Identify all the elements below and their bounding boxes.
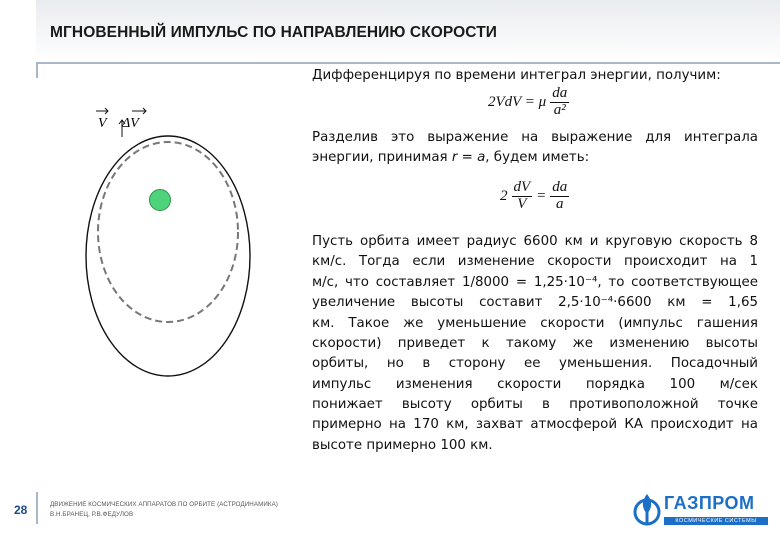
paragraph-2-variable: r = a [451, 150, 486, 166]
formula-energy-derivative [488, 86, 569, 119]
paragraph-3 [312, 232, 758, 456]
formula-1-numerator: da [552, 85, 568, 101]
paragraph-3-line: понижает высоту орбиты в противоположной точке [312, 397, 758, 412]
formula-1-lhs: 2VdV = μ [488, 93, 547, 110]
paragraph-1: Дифференцируя по времени интеграл энергии, получим: [312, 68, 721, 83]
formula-2-num-left: dV [513, 179, 531, 195]
paragraph-2 [312, 128, 758, 169]
formula-2-coef: 2 [500, 187, 508, 204]
gazprom-logo [630, 490, 770, 530]
footer-divider [36, 492, 38, 524]
velocity-label: V [98, 116, 107, 131]
formula-2-fraction-left [512, 180, 533, 213]
page-title: МГНОВЕННЫЙ ИМПУЛЬС ПО НАПРАВЛЕНИЮ СКОРОСТИ [50, 24, 498, 41]
paragraph-3-line: орбиты, но в сторону ее уменьшения. Посадочный [312, 356, 758, 372]
paragraph-3-line: км. Такое же уменьшение скорости (импульс гашения [312, 315, 758, 331]
paragraph-3-line: Пусть орбита имеет радиус 6600 км и круговую скорость 8 [312, 234, 758, 249]
orbit-diagram [78, 100, 260, 400]
planet [150, 190, 171, 211]
delta-velocity-label: ΔV [122, 116, 139, 131]
paragraph-3-line: скорости) приведет к такому же изменению высоты [312, 335, 758, 351]
footer-authors: В.Н.БРАНЕЦ, Р.В.ФЕДУЛОВ [50, 510, 134, 518]
formula-2-num-right: da [552, 179, 568, 195]
footer-caption [50, 500, 278, 520]
formula-1-fraction [550, 86, 569, 119]
paragraph-2-text-b: , будем иметь: [485, 150, 590, 166]
formula-2-den-right: a [556, 195, 564, 212]
formula-2-fraction-right [550, 180, 569, 213]
paragraph-3-line: примерно на 170 км, захват атмосферой КА происходит на [312, 417, 758, 433]
paragraph-3-line: увеличение высоты составит 2,5·10⁻⁴·6600 км = 1,65 [312, 295, 758, 311]
paragraph-3-line: высоте примерно 100 км. [312, 437, 493, 453]
paragraph-3-line: импульс изменения скорости порядка 100 м/сек [312, 376, 758, 392]
flame-icon [632, 492, 662, 526]
page-number: 28 [14, 503, 28, 517]
initial-orbit-dashed [98, 142, 238, 322]
logo-subtitle: КОСМИЧЕСКИЕ СИСТЕМЫ [664, 517, 768, 525]
formula-2-den-left: V [517, 195, 527, 212]
formula-1-denominator: a² [553, 101, 566, 118]
outer-orbit [86, 136, 250, 376]
formula-2-equals: = [536, 187, 547, 204]
paragraph-2-text-a: Разделив это выражение на выражение для интеграла энергии, принимая [312, 130, 758, 166]
paragraph-3-line: км/с. Тогда если изменение скорости происходит на 1 [312, 254, 758, 270]
footer-course-title: ДВИЖЕНИЕ КОСМИЧЕСКИХ АППАРАТОВ ПО ОРБИТЕ (АСТРОДИНАМИКА) [50, 501, 278, 508]
header-divider [36, 62, 38, 78]
paragraph-3-line: м/с, что составляет 1/8000 = 1,25·10⁻⁴, то соответствующее [312, 274, 758, 290]
formula-relative-change [500, 180, 569, 213]
logo-wordmark: ГАЗПРОМ [664, 493, 755, 513]
